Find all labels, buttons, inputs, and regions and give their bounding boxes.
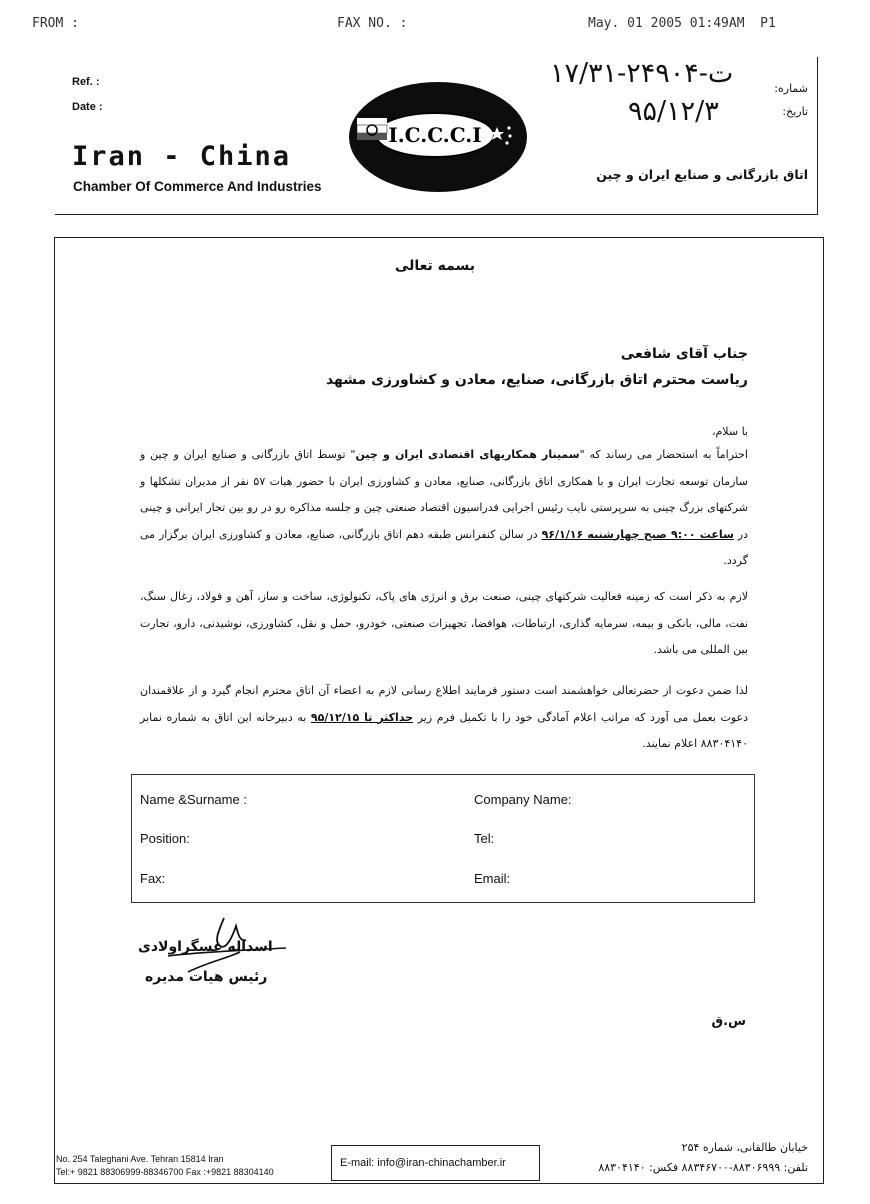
seminar-title: سمینار همکاریهای اقتصادی ایران و چین (355, 448, 580, 461)
initials: س.ق (711, 1014, 746, 1029)
number-label-fa: شماره: (774, 82, 808, 95)
handwritten-number: ۱۷/ت-۲۴۹۰۴-۳۱ (550, 58, 734, 89)
paragraph-announcement (140, 442, 748, 575)
deadline: حداکثر تا ۹۵/۱۲/۱۵ (310, 710, 414, 724)
address-en: No. 254 Taleghani Ave. Tehran 15814 Iran (56, 1154, 224, 1164)
addressee-name: جناب آقای شافعی (620, 346, 748, 362)
fax-datetime: May. 01 2005 01:49AM P1 (588, 16, 776, 31)
handwritten-date: ۹۵/۱۲/۳ (628, 96, 719, 127)
signatory-title: رئیس هیات مدیره (145, 969, 268, 985)
seminar-time: ساعت ۹:۰۰ صبح چهارشنبه ۹۶/۱/۱۶ (541, 527, 734, 541)
greeting: با سلام، (711, 425, 748, 438)
fax-field[interactable]: Fax: (140, 871, 166, 886)
chamber-name-fa: اتاق بازرگانی و صنایع ایران و چین (596, 167, 808, 182)
brand-subtitle: Chamber Of Commerce And Industries (73, 179, 322, 194)
footer-email[interactable]: E-mail: info@iran-chinachamber.ir (340, 1157, 506, 1169)
chamber-logo (347, 80, 529, 194)
logo-text: I.C.C.C.I (388, 123, 482, 147)
ref-label: Ref. : (72, 76, 100, 88)
addressee-title: ریاست محترم اتاق بازرگانی، صنایع، معادن و کشاورزی مشهد (325, 372, 748, 388)
date-label: Date : (72, 101, 103, 113)
paragraph-text: احتراماً به استحضار می رساند که " (579, 448, 748, 461)
phones-fa: تلفن: ۸۸۳۰۶۹۹۹-۸۸۳۴۶۷۰۰ فکس: ۸۸۳۰۴۱۴۰ (598, 1161, 808, 1174)
paragraph-text: " توسط اتاق بازرگانی و صنایع ایران و چین و سازمان توسعه تجارت ایران و با همکاری اتاق بازرگانی، صنایع، معادن و کشاورزی ایران با حضور هیات ۵۷ نفر از مدیران تشکلها و شرکتهای بزرگ چینی به سرپرستی نایب رئیس اجرایی فدراسیون اقتصاد صنعتی چین و جلسه مذاکره رو در رو بین تجار ایرانی و چینی در (140, 448, 748, 541)
fax-from-label: FROM : (32, 16, 79, 31)
paragraph-text: در سالن کنفرانس طبقه دهم اتاق بازرگانی، صنایع، معادن و کشاورزی ایران برگزار می گردد. (140, 527, 748, 567)
tel-field[interactable]: Tel: (474, 831, 495, 846)
paragraph-text: به دبیرخانه این اتاق به شماره نمابر ۸۸۳۰۴۱۴۰ اعلام نمایند. (140, 710, 748, 750)
signatory-name: اسداله عسگراولادی (138, 939, 273, 955)
paragraph-request (140, 678, 748, 758)
phones-en: Tel:+ 9821 88306999-88346700 Fax :+9821 88304140 (56, 1167, 274, 1177)
address-fa: خیابان طالقانی، شماره ۲۵۴ (681, 1141, 808, 1154)
paragraph-fields: لازم به ذکر است که زمینه فعالیت شرکتهای چینی، صنعت برق و انرژی های پاک، تکنولوژی، ساخت و ساز، آهن و فولاد، زغال سنگ، نفت، مالی، بانکی و بیمه، سرمایه گذاری، ارتباطات، هوافضا، تجهیزات صنعتی، خودرو، حمل و نقل، کشاورزی، نوشیدنی، دارو، تجارت بین المللی می باشد. (140, 590, 748, 656)
company-name-field[interactable]: Company Name: (474, 792, 572, 807)
brand-title: Iran - China (72, 141, 292, 172)
email-field[interactable]: Email: (474, 871, 511, 886)
paragraph-text: لذا ضمن دعوت از حضرتعالی خواهشمند است دستور فرمایند اطلاع رسانی لازم به اعضاء آن اتاق محترم انجام گیرد و از علاقمندان دعوت بعمل می آورد که مراتب اعلام آمادگی خود را با تکمیل فرم زیر (140, 684, 749, 724)
fax-number-label: FAX NO. : (337, 16, 408, 31)
bismillah-heading: بسمه تعالی (394, 258, 476, 274)
date-label-fa: تاریخ: (782, 105, 808, 118)
position-field[interactable]: Position: (140, 831, 190, 846)
name-surname-field[interactable]: Name &Surname : (140, 792, 247, 807)
footer-address-en (56, 1153, 274, 1179)
